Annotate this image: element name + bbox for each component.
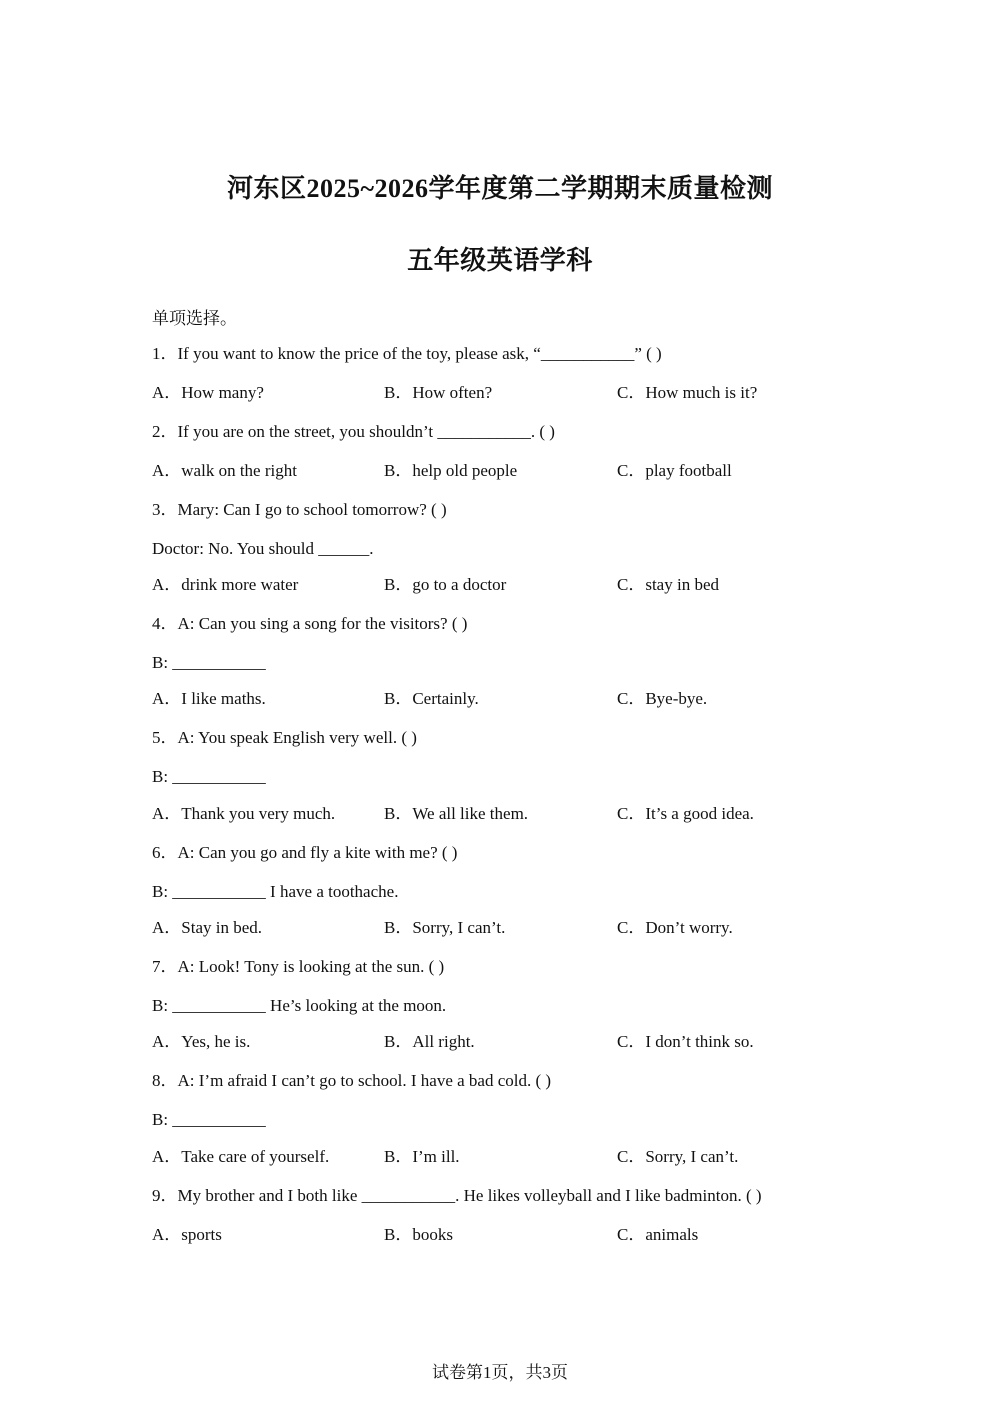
question-4-option-a: A．I like maths. bbox=[152, 689, 266, 708]
question-9-option-a: A．sports bbox=[152, 1225, 222, 1244]
question-4-stem-line-2: B: ___________ bbox=[152, 653, 266, 672]
question-2-stem: 2．If you are on the street, you shouldn’t ___________. ( ) bbox=[152, 422, 555, 441]
question-4-options bbox=[152, 689, 852, 709]
question-5-option-a: A．Thank you very much. bbox=[152, 804, 336, 823]
question-6-options bbox=[152, 918, 852, 938]
question-9-option-c: C．animals bbox=[617, 1225, 699, 1244]
question-9-option-b: B．books bbox=[384, 1225, 453, 1244]
question-2-option-a: A．walk on the right bbox=[152, 461, 297, 480]
question-5-option-c: C．It’s a good idea. bbox=[617, 804, 754, 823]
question-7-option-a: A．Yes, he is. bbox=[152, 1032, 251, 1051]
exam-subtitle: 五年级英语学科 bbox=[407, 246, 593, 275]
question-8-stem: 8．A: I’m afraid I can’t go to school. I have a bad cold. ( ) bbox=[152, 1071, 552, 1090]
question-2-option-b: B．help old people bbox=[384, 461, 518, 480]
question-1-option-c: C．How much is it? bbox=[617, 383, 758, 402]
question-6-option-c: C．Don’t worry. bbox=[617, 918, 733, 937]
question-3-stem: 3．Mary: Can I go to school tomorrow? ( ) bbox=[152, 500, 447, 519]
question-8-option-b: B．I’m ill. bbox=[384, 1147, 460, 1166]
question-9-stem: 9．My brother and I both like ___________. He likes volleyball and I like badminton. ( ) bbox=[152, 1186, 762, 1205]
question-3-stem-line-2: Doctor: No. You should ______. bbox=[152, 539, 374, 558]
question-7-stem-line-2: B: ___________ He’s looking at the moon. bbox=[152, 996, 447, 1015]
question-4-option-b: B．Certainly. bbox=[384, 689, 479, 708]
question-7-option-c: C．I don’t think so. bbox=[617, 1032, 754, 1051]
question-4-option-c: C．Bye-bye. bbox=[617, 689, 708, 708]
page-footer: 试卷第1页，共3页 bbox=[432, 1363, 568, 1382]
question-5-stem: 5．A: You speak English very well. ( ) bbox=[152, 728, 417, 747]
question-8-option-c: C．Sorry, I can’t. bbox=[617, 1147, 739, 1166]
exam-title: 河东区2025~2026学年度第二学期期末质量检测 bbox=[226, 174, 774, 203]
question-3-option-b: B．go to a doctor bbox=[384, 575, 507, 594]
question-3-options bbox=[152, 575, 852, 595]
question-5-stem-line-2: B: ___________ bbox=[152, 767, 266, 786]
question-7-options bbox=[152, 1032, 852, 1052]
question-1-stem: 1．If you want to know the price of the toy, please ask, “___________” ( ) bbox=[152, 344, 662, 363]
question-5-option-b: B．We all like them. bbox=[384, 804, 529, 823]
question-3-option-c: C．stay in bed bbox=[617, 575, 719, 594]
question-6-stem: 6．A: Can you go and fly a kite with me? ( ) bbox=[152, 843, 458, 862]
question-8-stem-line-2: B: ___________ bbox=[152, 1110, 266, 1129]
question-3-option-a: A．drink more water bbox=[152, 575, 299, 594]
question-6-stem-line-2: B: ___________ I have a toothache. bbox=[152, 882, 399, 901]
question-1-options bbox=[152, 383, 852, 403]
question-1-option-a: A．How many? bbox=[152, 383, 264, 402]
question-7-stem: 7．A: Look! Tony is looking at the sun. ( ) bbox=[152, 957, 445, 976]
question-6-option-b: B．Sorry, I can’t. bbox=[384, 918, 506, 937]
question-2-option-c: C．play football bbox=[617, 461, 732, 480]
question-2-options bbox=[152, 461, 852, 481]
question-4-stem: 4．A: Can you sing a song for the visitors? ( ) bbox=[152, 614, 468, 633]
question-8-option-a: A．Take care of yourself. bbox=[152, 1147, 330, 1166]
question-9-options bbox=[152, 1225, 852, 1245]
question-7-option-b: B．All right. bbox=[384, 1032, 475, 1051]
section-heading: 单项选择。 bbox=[152, 309, 237, 328]
question-1-option-b: B．How often? bbox=[384, 383, 493, 402]
question-8-options bbox=[152, 1147, 852, 1167]
question-5-options bbox=[152, 804, 852, 824]
question-6-option-a: A．Stay in bed. bbox=[152, 918, 263, 937]
